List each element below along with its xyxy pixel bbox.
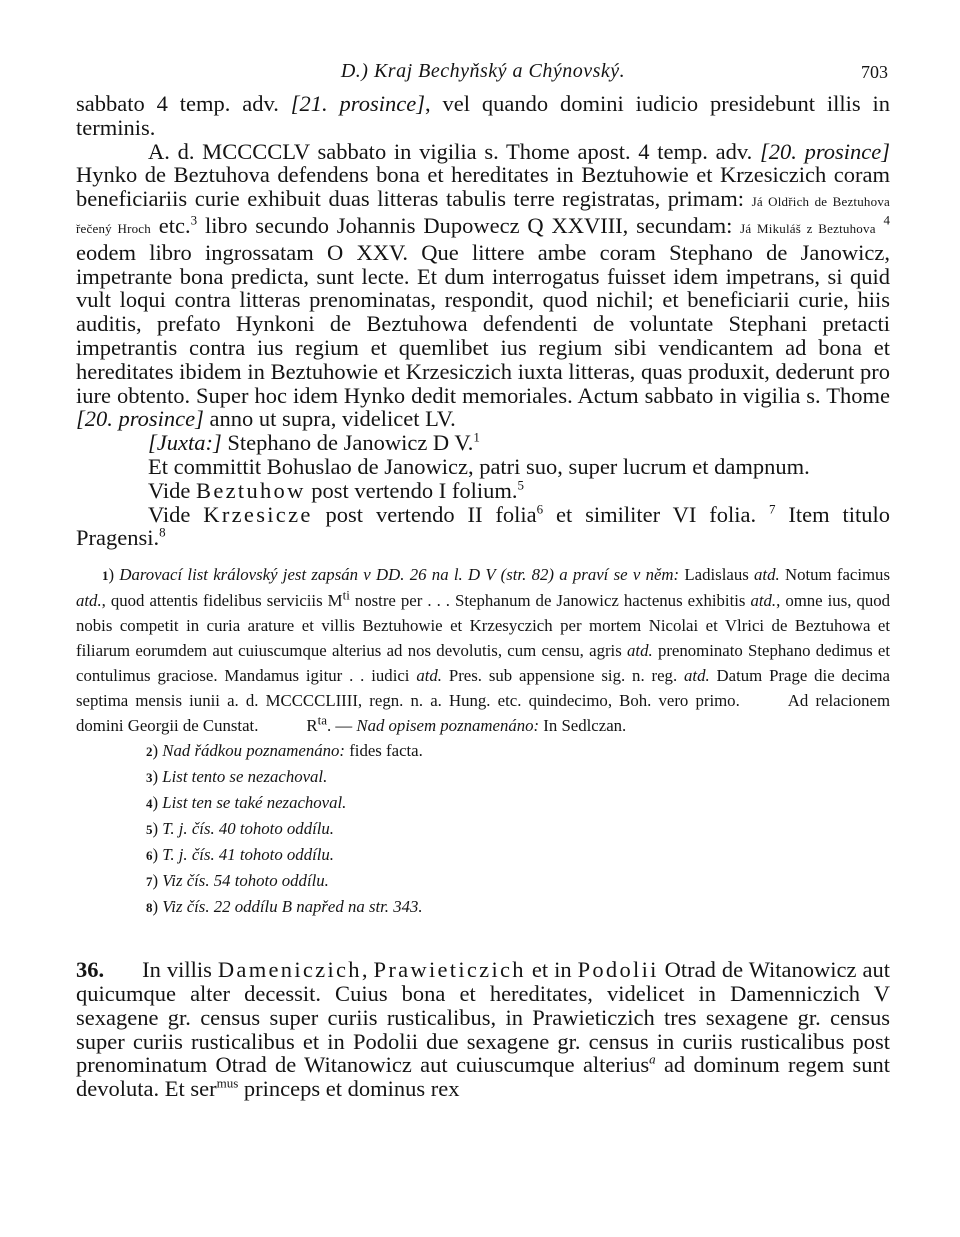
entry-number: 36. <box>76 957 105 983</box>
footnote-2: 2) Nad řádkou poznamenáno: fides facta. <box>146 741 423 761</box>
paragraph-1: sabbato 4 temp. adv. [21. prosince], vel quando domini iudicio presidebunt illis in terminis. <box>76 91 891 140</box>
footnote-ref: 5 <box>517 477 524 493</box>
page-number: 703 <box>861 62 888 82</box>
footnote-4: 4) List ten se také nezachoval. <box>146 793 347 813</box>
running-title: D.) Kraj Bechyňský a Chýnovský. <box>340 60 626 82</box>
page-header <box>76 58 890 92</box>
paragraph-5: Vide Beztuhow post vertendo I folium.$^5$ <box>148 477 524 503</box>
footnote-1: 1) Darovací list královský jest zapsán v DD. 26 na l. D V (str. 82) a praví se v něm: Ladislaus atd. Notum facimus atd., quod attentis fidelibus serviciis $M^{ti}$ nostre per . . . Stephanum de Janowicz hactenus exhibitis atd., omne ius, quod nobis competit in curia arature et villis Beztuhowie et Krzesyczich per mortem Nicolai et Vlrici de Beztuhowa et filiarum eorumdem aut cuiuscumque alterius ad nos devolutis, cum censu, agris atd. prenominato Stephano dedimus et contulimus graciose. Mandamus igitur . . iudici atd. Pres. sub appensione sig. n. reg. atd. Datum Prage die decima septima mensis iunii a. d. MCCCCLIIII, regn. n. a. Hung. etc. quindecimo, Boh. vero primo. Ad relacionem domini Georgii de Cunstat. $R^{ta}$. — Nad opisem poznamenáno: In Sedlczan. <box>76 565 891 736</box>
paragraph-3: [Juxta:] Stephano de Janowicz D V.$^1$ <box>148 429 480 456</box>
footnote-ref: 4 <box>883 212 891 228</box>
entry-36-text: 36. In villis Dameniczich, Prawieticzich et in Podolii Otrad de Witanowicz aut quicumque alter decessit. Cuius bona et hereditates, videlicet in Damenniczich V sexagene gr. census super curiis rusticalibus, in Prawieticzich tres sexagene gr. census super curiis rusticalibus et in Podolii due sexagene gr. census in curiis rusticalibus post prenominatum Otrad de Witanowicz aut cuiuscumque alterius$^a$ ad dominum regem sunt devoluta. Et ser$^{mus}$ princeps et dominus rex <box>76 957 890 1102</box>
footnote-7: 7) Viz čís. 54 tohoto oddílu. <box>146 871 329 891</box>
czech-incipit: Já Mikuláš z Beztuhova <box>740 220 876 236</box>
footnote-ref: 1 <box>473 429 480 445</box>
footnote-ref: 8 <box>159 524 166 540</box>
paragraph-6: Vide Krzesicze post vertendo II folia$^6$ et similiter VI folia. $^7$ Item titulo Pragensi.$^8$ <box>76 501 890 551</box>
footnote-ref: 3 <box>190 212 198 228</box>
date-note: [20. prosince] <box>759 138 890 164</box>
footnote-3: 3) List tento se nezachoval. <box>146 767 328 787</box>
note-ref: a <box>649 1051 656 1067</box>
entry-36 <box>76 958 890 1101</box>
paragraph-4: Et committit Bohuslao de Janowicz, patri suo, super lucrum et dampnum. <box>148 453 810 479</box>
main-text <box>76 92 890 550</box>
czech-incipit: Já Oldřich de Beztuhova řečený Hroch <box>76 194 890 236</box>
footnotes <box>76 562 890 920</box>
footnote-8: 8) Viz čís. 22 oddílu B napřed na str. 343. <box>146 897 423 917</box>
paragraph-2: A. d. MCCCCLV sabbato in vigilia s. Thome apost. 4 temp. adv. [20. prosince] Hynko de Beztuhova defendens bona et hereditates in Beztuhowie et Krzesiczich coram beneficiariis curie exhibuit duas litteras tabulis terre registratas, primam: Já Oldřich de Beztuhova řečený Hroch etc.$^3$ libro secundo Johannis Dupowecz Q XXVIII, secundam: Já Mikuláš z Beztuhova $^4$ eodem libro ingrossatam O XXV. Que littere ambe coram Stephano de Janowicz, impetrante bona predicta, sunt lecte. Et dum interrogatus fuisset idem impetrans, si quid vult loqui contra litteras prenominatas, respondit, quod nichil; et beneficiarii curie, hiis auditis, prefato Hynkoni de Beztuhowa defendenti de voluntate Stephani pretacti impetrantis contra ius regium et quemlibet ius regium sibi vendicantem ad bona et hereditates ibidem in Beztuhowie et Krzesiczich iuxta litteras, quas produxit, dederunt pro iure obtento. Super hoc idem Hynko dedit memoriales. Actum sabbato in vigilia s. Thome [20. prosince] anno ut supra, videlicet LV. <box>76 138 891 432</box>
document-page <box>76 58 890 1101</box>
footnote-5: 5) T. j. čís. 40 tohoto oddílu. <box>146 819 335 839</box>
date-note: [21. prosince] <box>290 91 425 116</box>
date-note: [20. prosince] <box>76 406 204 432</box>
footnote-6: 6) T. j. čís. 41 tohoto oddílu. <box>146 845 335 865</box>
footnote-ref: 6 <box>536 501 544 517</box>
footnote-ref: 7 <box>768 501 776 517</box>
